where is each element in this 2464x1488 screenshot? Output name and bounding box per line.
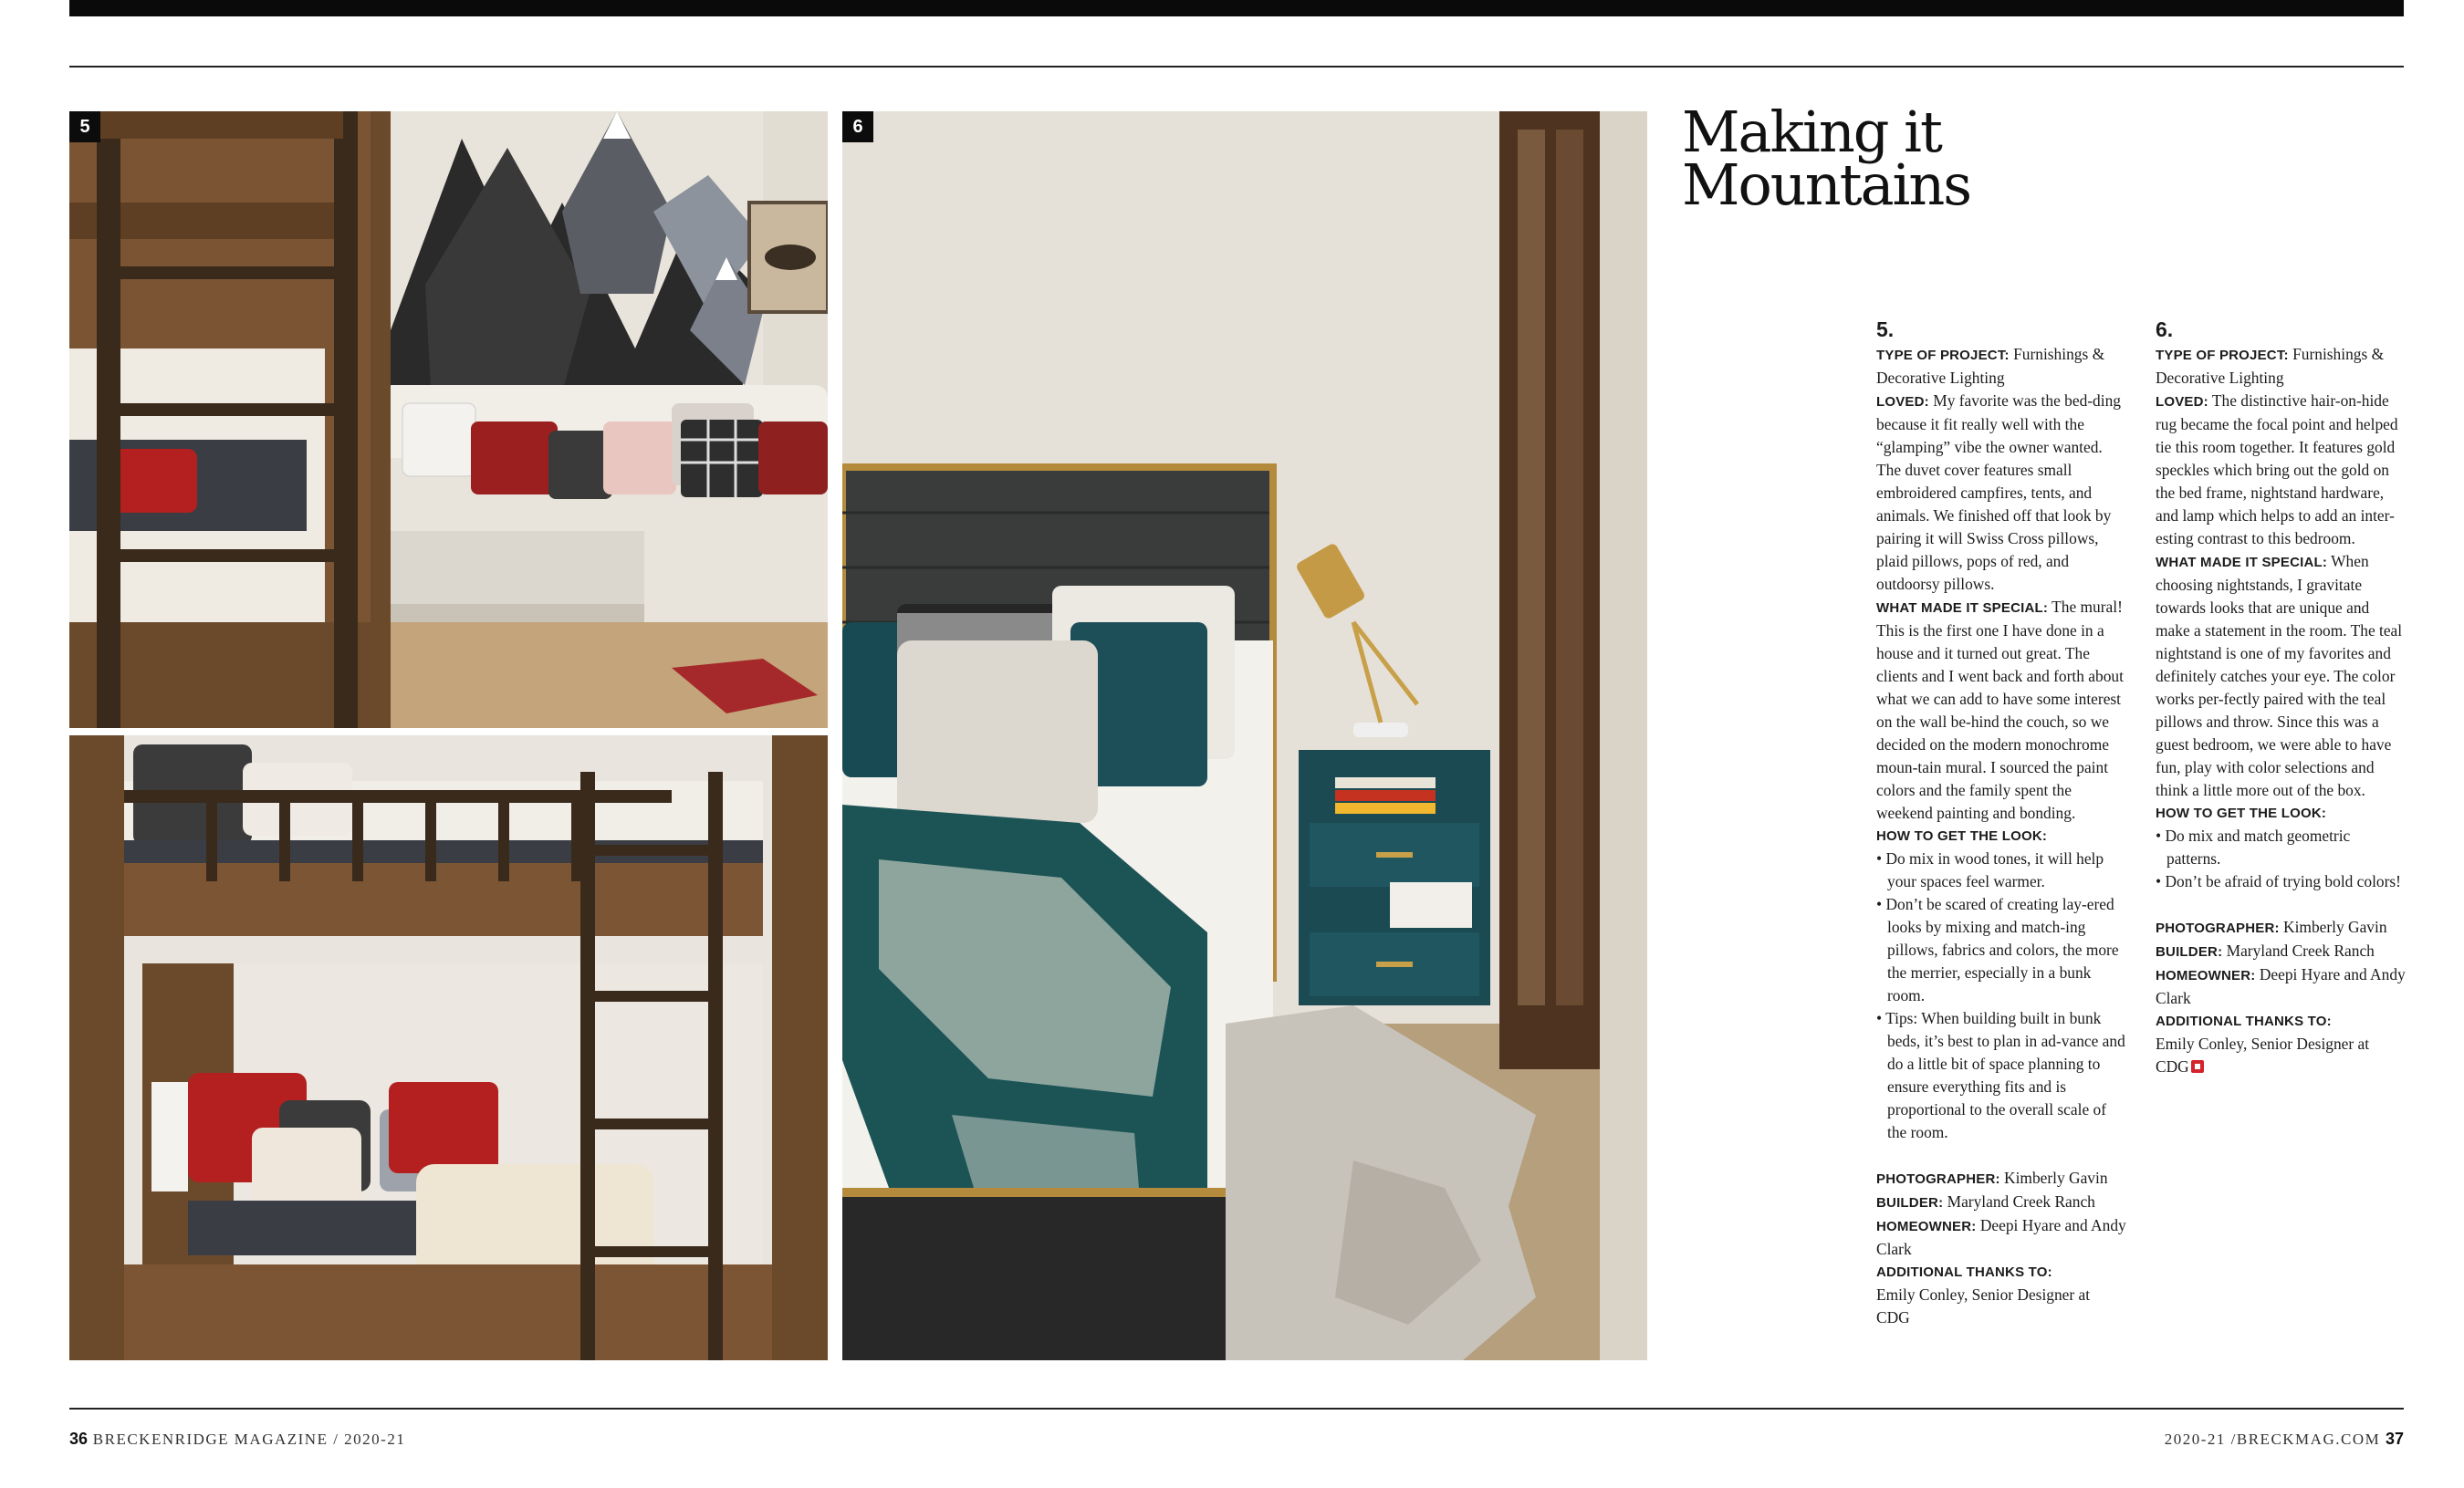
article-title	[1682, 99, 2138, 218]
builder-label: BUILDER:	[1876, 1195, 1944, 1211]
thanks-text: Emily Conley, Senior Designer at CDG	[1876, 1285, 2091, 1327]
photographer-name: Kimberly Gavin	[2283, 918, 2387, 936]
loved-label: LOVED:	[2156, 394, 2208, 410]
page-number-right: 37	[2385, 1430, 2404, 1448]
project-5-column	[1876, 316, 2126, 1329]
project-5-type	[1876, 343, 2126, 390]
thanks-text: Emily Conley, Senior Designer at CDG	[2156, 1035, 2370, 1076]
type-label: TYPE OF PROJECT:	[1876, 348, 2010, 363]
photo-guest-bedroom	[842, 111, 1647, 1360]
project-6-builder	[2156, 940, 2406, 963]
loved-text: My favorite was the bed-ding because it fit really well with the “glamping” vibe the owner wanted. The duvet cover features small embroidered campfires, tents, and animals. We finished off that look by pairing it will Swiss Cross pillows, plaid pillows, pops of red, and outdoorsy pillows.	[1876, 391, 2121, 593]
project-6-tips	[2156, 825, 2406, 893]
tip-item: • Tips: When building built in bunk beds, it’s best to plan in ad-vance and do a little bit of space planning to ensure everything fits and is proportional to the overall scale of the room.	[1876, 1007, 2126, 1144]
project-6-number: 6.	[2156, 317, 2174, 341]
project-6-type	[2156, 343, 2406, 390]
homeowner-label: HOMEOWNER:	[2156, 968, 2256, 983]
homeowner-label: HOMEOWNER:	[1876, 1219, 1977, 1234]
project-5-tips	[1876, 848, 2126, 1144]
thanks-label: ADDITIONAL THANKS TO:	[2156, 1014, 2332, 1029]
folio-right-text: 2020-21 /BRECKMAG.COM	[2164, 1431, 2381, 1448]
tip-item: • Do mix in wood tones, it will help your spaces feel warmer.	[1876, 848, 2126, 893]
how-to-get-look-label: HOW TO GET THE LOOK:	[1876, 828, 2048, 844]
special-label: WHAT MADE IT SPECIAL:	[1876, 600, 2049, 616]
folio-right	[2165, 1430, 2404, 1449]
photographer-label: PHOTOGRAPHER:	[1876, 1171, 2000, 1187]
special-label: WHAT MADE IT SPECIAL:	[2156, 555, 2328, 570]
title-line-2: Mountains	[1682, 151, 1971, 218]
project-6-photographer	[2156, 916, 2406, 940]
how-to-get-look-label: HOW TO GET THE LOOK:	[2156, 806, 2327, 821]
thanks-label: ADDITIONAL THANKS TO:	[1876, 1264, 2052, 1280]
project-6-column	[2156, 316, 2406, 1078]
photo-bunk-beds	[69, 735, 828, 1360]
type-label: TYPE OF PROJECT:	[2156, 348, 2289, 363]
bottom-rule	[69, 1408, 2404, 1410]
tip-item: • Don’t be afraid of trying bold colors!	[2156, 870, 2406, 893]
project-6-special	[2156, 550, 2406, 802]
project-6-homeowner	[2156, 963, 2406, 1010]
page-number-left: 36	[69, 1430, 89, 1448]
thanks-text-wrap	[2156, 1033, 2406, 1078]
type-value: Furnishings & Decorative Lighting	[1876, 345, 2105, 387]
tip-item: • Do mix and match geometric patterns.	[2156, 825, 2406, 870]
top-bar	[69, 0, 2404, 16]
photo-number-6: 6	[842, 111, 873, 142]
homeowner-names: Deepi Hyare and Andy Clark	[2156, 965, 2406, 1007]
project-5-number: 5.	[1876, 317, 1895, 341]
type-value: Furnishings & Decorative Lighting	[2156, 345, 2385, 387]
homeowner-names: Deepi Hyare and Andy Clark	[1876, 1216, 2126, 1258]
builder-name: Maryland Creek Ranch	[2226, 942, 2375, 960]
project-5-builder	[1876, 1191, 2126, 1214]
project-5-special	[1876, 596, 2126, 825]
photographer-name: Kimberly Gavin	[2004, 1169, 2108, 1187]
photographer-label: PHOTOGRAPHER:	[2156, 921, 2280, 936]
builder-name: Maryland Creek Ranch	[1947, 1192, 2095, 1211]
builder-label: BUILDER:	[2156, 944, 2223, 960]
top-rule	[69, 66, 2404, 68]
special-text: When choosing nightstands, I gravitate towards looks that are unique and make a statement in the room. The teal nightstand is one of my favorites and definitely catches your eye. The color works per-fectly paired with the teal pillows and throw. Since this was a guest bedroom, we were able to have fun, play with color selections and think a little more out of the box.	[2156, 552, 2403, 799]
project-5-homeowner	[1876, 1214, 2126, 1261]
project-5-photographer	[1876, 1167, 2126, 1191]
photo-bunk-room-mural	[69, 111, 828, 728]
loved-text: The distinctive hair-on-hide rug became the focal point and helped tie this room together. It features gold speckles which bring out the gold on the bed frame, nightstand hardware, and lamp which helps to add an inter-esting contrast to this bedroom.	[2156, 391, 2398, 547]
end-mark-icon	[2191, 1060, 2204, 1073]
folio-left	[69, 1430, 405, 1449]
tip-item: • Don’t be scared of creating lay-ered looks by mixing and match-ing pillows, fabrics and colors, the more the merrier, especially in a bunk room.	[1876, 893, 2126, 1007]
loved-label: LOVED:	[1876, 394, 1929, 410]
photo-number-5: 5	[69, 111, 100, 142]
folio-left-text: BRECKENRIDGE MAGAZINE / 2020-21	[92, 1431, 406, 1448]
project-5-loved	[1876, 390, 2126, 596]
special-text: The mural! This is the first one I have done in a house and it turned out great. The clients and I went back and forth about what we can add to have some interest on the wall be-hind the couch, so we decided on the modern monochrome moun-tain mural. I sourced the paint colors and the family spent the weekend painting and bonding.	[1876, 598, 2124, 822]
title-line-1: Making it	[1682, 99, 1941, 165]
project-6-loved	[2156, 390, 2406, 550]
